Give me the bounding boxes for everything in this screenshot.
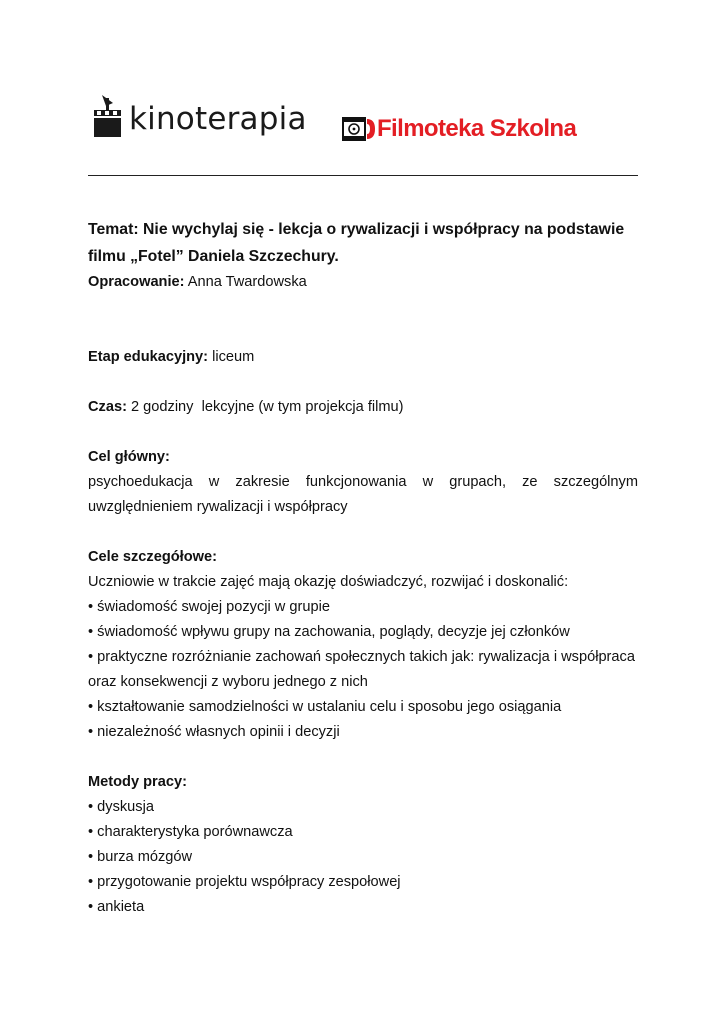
header-divider [88, 175, 638, 176]
list-item: • ankieta [88, 899, 145, 915]
list-item: • dyskusja [88, 799, 154, 815]
filmoteka-szkolna-logo [342, 114, 576, 144]
stage-line [88, 345, 638, 370]
list-item: • niezależność własnych opinii i decyzji [88, 724, 340, 740]
lesson-topic [88, 216, 638, 270]
document-header [0, 0, 725, 180]
methods-heading: Metody pracy: [88, 774, 187, 790]
objectives-intro: Uczniowie w trakcie zajęć mają okazję doświadczyć, rozwijać i doskonalić: [88, 574, 569, 590]
goal-line-1: psychoedukacja w zakresie funkcjonowania w grupach, ze szczególnym [88, 474, 638, 490]
lesson-plan [88, 216, 638, 920]
goal-line-2: uwzględnieniem rywalizacji i współpracy [88, 499, 348, 515]
time-line [88, 395, 638, 420]
list-item: oraz konsekwencji z wyboru jednego z nich [88, 674, 368, 690]
topic-line-2: filmu „Fotel” Daniela Szczechury. [88, 248, 339, 265]
author-line [88, 270, 638, 295]
list-item: • praktyczne rozróżnianie zachowań społecznych takich jak: rywalizacja i współpraca [88, 649, 635, 665]
list-item: • burza mózgów [88, 849, 193, 865]
goal-heading: Cel główny: [88, 449, 170, 465]
topic-label: Temat: [88, 221, 139, 238]
list-item: • przygotowanie projektu współpracy zespołowej [88, 874, 401, 890]
author-value: Anna Twardowska [187, 274, 307, 290]
topic-line-1: Nie wychylaj się - lekcja o rywalizacji i współpracy na podstawie [143, 221, 625, 238]
time-label: Czas: [88, 399, 127, 415]
stage-value: liceum [212, 349, 255, 365]
objectives-heading: Cele szczegółowe: [88, 549, 217, 565]
list-item: • kształtowanie samodzielności w ustalaniu celu i sposobu jego osiągania [88, 699, 562, 715]
list-item: • charakterystyka porównawcza [88, 824, 293, 840]
stage-label: Etap edukacyjny: [88, 349, 209, 365]
kinoterapia-logo [93, 88, 307, 138]
list-item: • świadomość swojej pozycji w grupie [88, 599, 330, 615]
objectives-list [88, 595, 638, 745]
film-reel-icon [342, 116, 376, 142]
methods-list [88, 795, 638, 920]
time-value: 2 godziny lekcyjne (w tym projekcja filmu) [131, 399, 404, 415]
clapperboard-icon [93, 94, 123, 138]
list-item: • świadomość wpływu grupy na zachowania, poglądy, decyzje jej członków [88, 624, 570, 640]
filmoteka-szkolna-logo-text: Filmoteka Szkolna [377, 115, 577, 142]
author-label: Opracowanie: [88, 274, 185, 290]
kinoterapia-logo-text: kinoterapia [129, 101, 307, 137]
